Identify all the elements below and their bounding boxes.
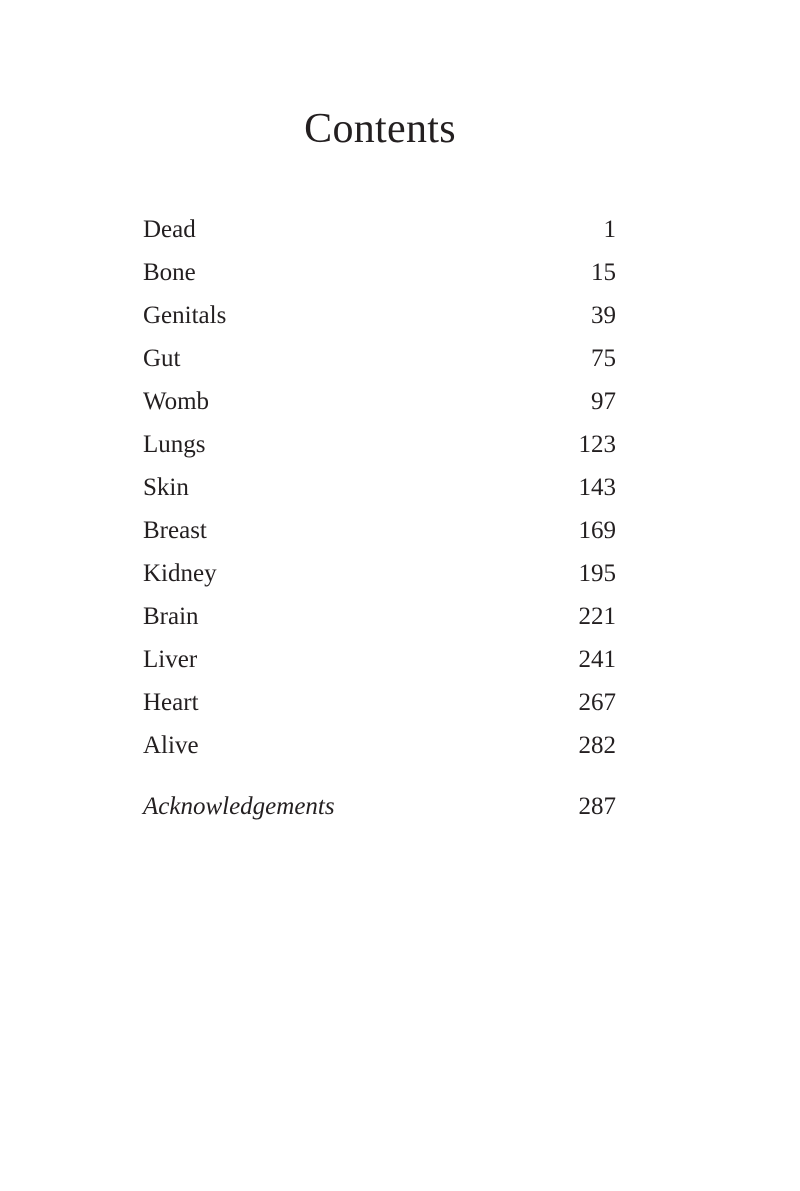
toc-entry-breast <box>143 511 616 554</box>
toc-entry-alive <box>143 726 616 769</box>
toc-entry-genitals <box>143 296 616 339</box>
toc-entry-dead <box>143 210 616 253</box>
page-number: 123 <box>578 431 616 458</box>
table-of-contents <box>143 210 616 830</box>
chapter-title: Lungs <box>143 431 206 458</box>
chapter-title: Breast <box>143 517 207 544</box>
page-number: 143 <box>578 474 616 501</box>
toc-entry-gut <box>143 339 616 382</box>
page-number: 75 <box>591 345 616 372</box>
chapter-title: Skin <box>143 474 189 501</box>
page-number: 195 <box>578 560 616 587</box>
chapter-title: Bone <box>143 259 196 286</box>
toc-entry-bone <box>143 253 616 296</box>
toc-entry-acknowledgements <box>143 787 616 830</box>
toc-entry-heart <box>143 683 616 726</box>
toc-entry-liver <box>143 640 616 683</box>
chapter-title: Brain <box>143 603 199 630</box>
page-title: Contents <box>304 106 456 152</box>
page-number: 221 <box>578 603 616 630</box>
toc-entry-skin <box>143 468 616 511</box>
page-number: 39 <box>591 302 616 329</box>
toc-entry-womb <box>143 382 616 425</box>
page-number: 267 <box>578 689 616 716</box>
chapter-title: Liver <box>143 646 198 673</box>
chapter-title: Acknowledgements <box>143 793 335 820</box>
chapter-title: Gut <box>143 345 181 372</box>
page-number: 287 <box>578 793 616 820</box>
chapter-title: Womb <box>143 388 210 415</box>
page-number: 282 <box>578 732 616 759</box>
page-number: 97 <box>591 388 616 415</box>
chapter-title: Heart <box>143 689 199 716</box>
chapter-title: Genitals <box>143 302 227 329</box>
page-number: 1 <box>603 216 616 243</box>
chapter-title: Dead <box>143 216 196 243</box>
chapter-title: Alive <box>143 732 199 759</box>
toc-entry-brain <box>143 597 616 640</box>
page-number: 169 <box>578 517 616 544</box>
page-number: 15 <box>591 259 616 286</box>
toc-entry-kidney <box>143 554 616 597</box>
toc-entry-lungs <box>143 425 616 468</box>
page-number: 241 <box>578 646 616 673</box>
chapter-title: Kidney <box>143 560 217 587</box>
